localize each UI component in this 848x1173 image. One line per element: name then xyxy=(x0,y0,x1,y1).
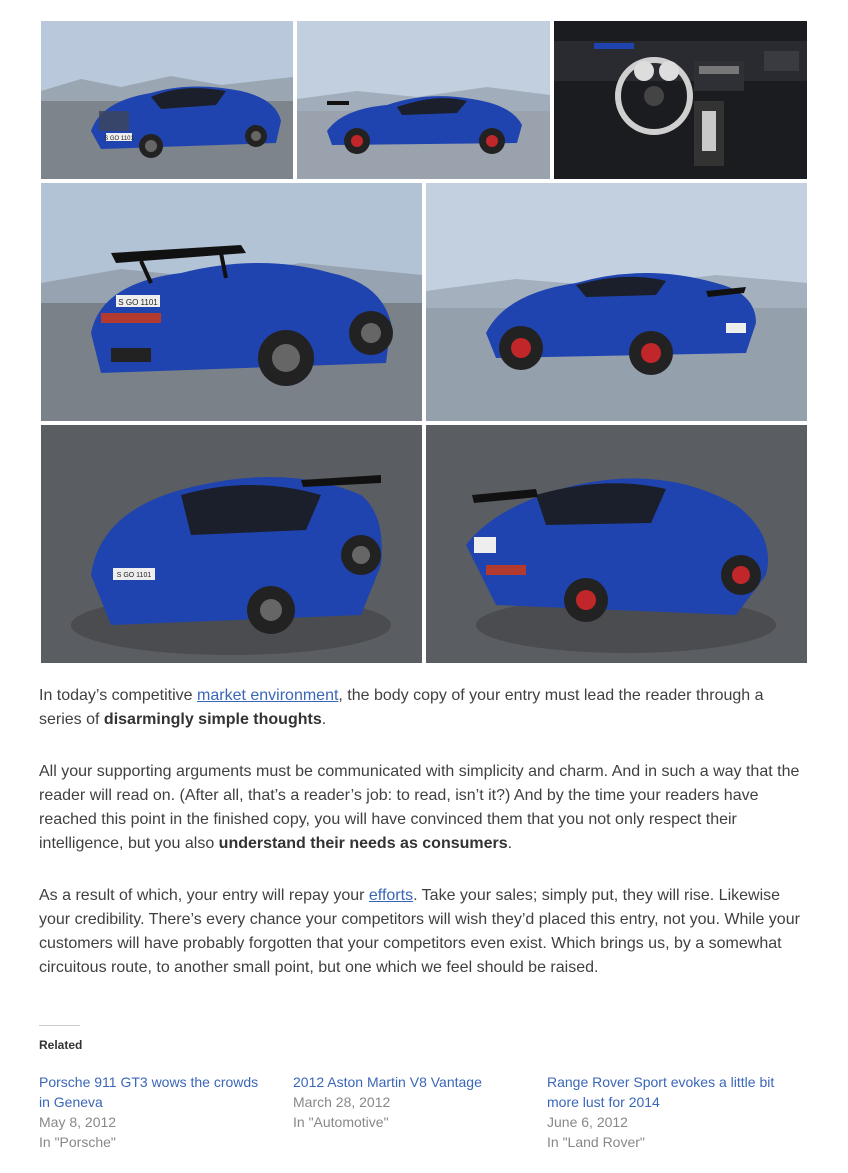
license-plate-text: S GO 1101 xyxy=(116,572,152,579)
related-posts xyxy=(39,1025,809,1162)
article-paragraph: As a result of which, your entry will repay your efforts. Take your sales; simply put, they will rise. Likewise your credibility. There’s every chance your competitors will wish they’d placed this entry, not you. While your customers will have probably forgotten that your competitors even exist. Which brings us, by a somewhat circuitous route, to another small point, but one which we feel should be raised. xyxy=(39,887,800,976)
related-divider xyxy=(39,1025,80,1026)
related-heading: Related xyxy=(39,1038,83,1052)
related-item xyxy=(547,1072,777,1152)
related-post-link[interactable]: Porsche 911 GT3 wows the crowds in Geneva xyxy=(39,1074,259,1110)
related-post-link[interactable]: Range Rover Sport evokes a little bit more lust for 2014 xyxy=(547,1074,775,1110)
car-top-rear-photo[interactable] xyxy=(426,425,807,663)
car-side-profile-photo[interactable] xyxy=(297,21,550,179)
related-post-category: In "Porsche" xyxy=(39,1134,116,1150)
car-top-front-photo[interactable] xyxy=(41,425,422,663)
article-paragraph: In today’s competitive market environment, the body copy of your entry must lead the reader through a series of disarmingly simple thoughts. xyxy=(39,687,764,728)
article-paragraph: All your supporting arguments must be communicated with simplicity and charm. And in such a way that the reader will read on. (After all, that’s a reader’s job: to read, isn’t it?) And by the time your readers have reached this point in the finished copy, you will have convinced them that you not only respect their intelligence, but you also understand their needs as consumers. xyxy=(39,763,800,852)
related-post-category: In "Land Rover" xyxy=(547,1134,645,1150)
bold-text: understand their needs as consumers xyxy=(218,835,508,852)
related-post-category: In "Automotive" xyxy=(293,1114,389,1130)
car-front-three-quarter-photo[interactable] xyxy=(41,21,293,179)
related-post-date: March 28, 2012 xyxy=(293,1094,391,1110)
bold-text: disarmingly simple thoughts xyxy=(103,711,322,728)
car-rear-side-photo[interactable] xyxy=(426,183,807,421)
market-environment-link[interactable]: market environment xyxy=(197,687,339,704)
article-body xyxy=(39,684,809,1008)
related-post-date: May 8, 2012 xyxy=(39,1114,117,1130)
related-post-date: June 6, 2012 xyxy=(547,1114,628,1130)
related-item xyxy=(293,1072,523,1132)
related-post-link[interactable]: 2012 Aston Martin V8 Vantage xyxy=(293,1074,482,1090)
car-interior-dashboard-photo[interactable] xyxy=(554,21,807,179)
license-plate-text: S GO 1101 xyxy=(118,298,158,307)
efforts-link[interactable]: efforts xyxy=(368,887,414,904)
car-rear-wing-photo[interactable] xyxy=(41,183,422,421)
related-item xyxy=(39,1072,269,1152)
license-plate-text: S GO 1101 xyxy=(104,136,134,142)
